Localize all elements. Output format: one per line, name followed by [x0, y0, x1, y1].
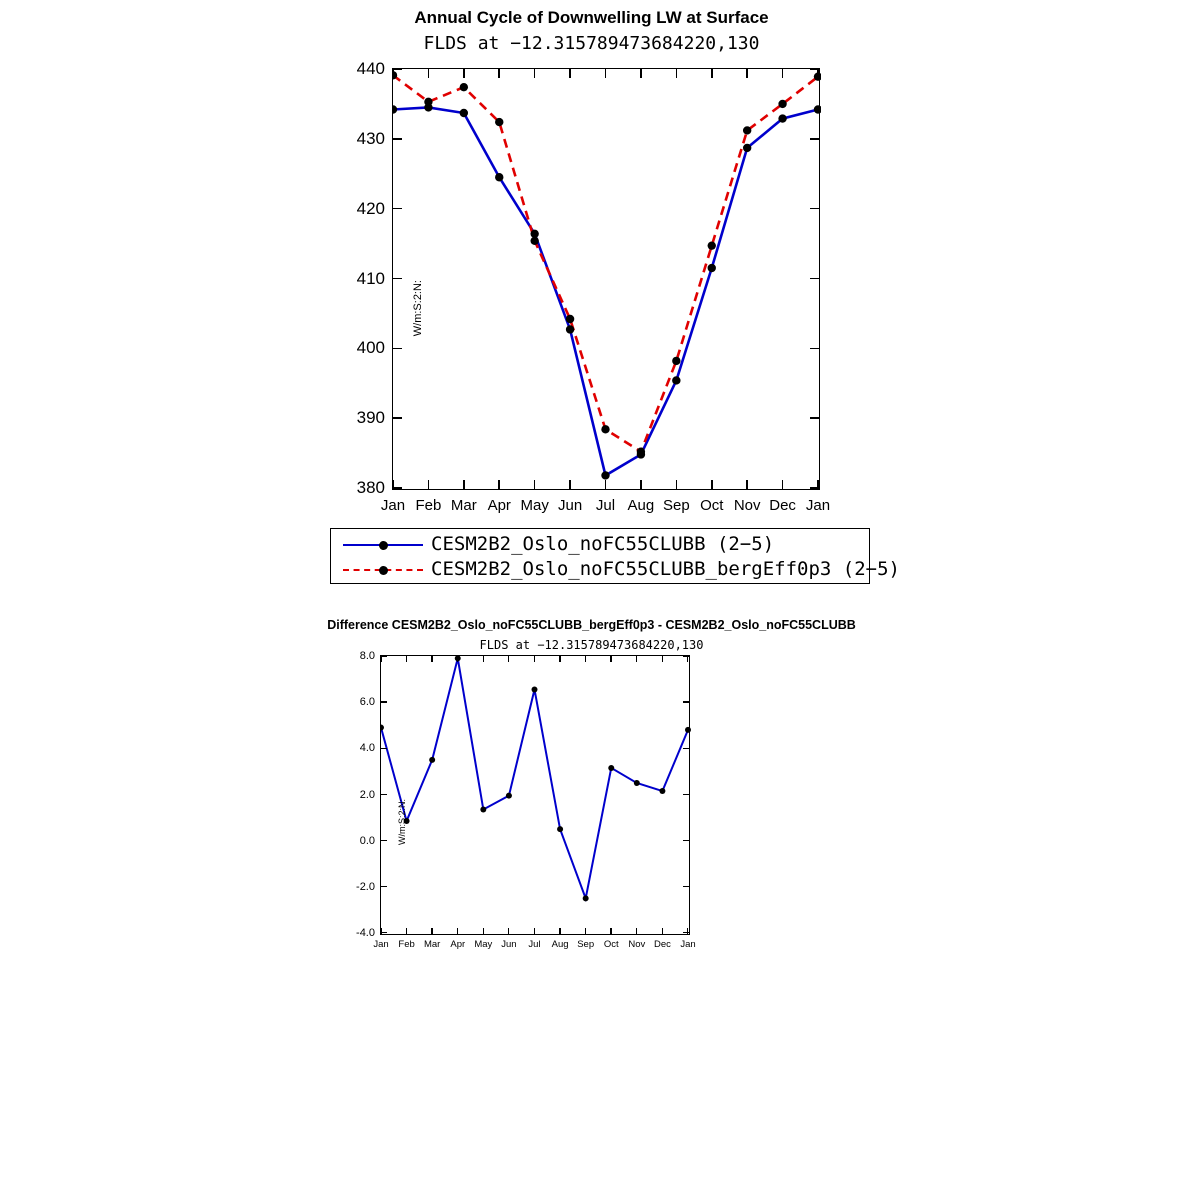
difference-chart-panel: [0, 600, 1183, 1000]
data-point-marker: [424, 98, 432, 106]
y-axis-tick: [810, 278, 819, 280]
x-axis-tick: [569, 480, 571, 489]
x-axis-tick: [498, 69, 500, 78]
y-axis-tick: [810, 417, 819, 419]
legend-marker-icon: [379, 566, 388, 575]
x-axis-tick: [534, 480, 536, 489]
x-axis-tick: [605, 69, 607, 78]
series-line: [393, 75, 818, 451]
x-axis-tick: [483, 656, 484, 662]
difference-chart-subtitle: FLDS at −12.315789473684220,130: [479, 638, 704, 652]
x-axis-tick-label: Dec: [769, 497, 796, 514]
data-point-marker: [608, 765, 614, 771]
page-title: Annual Cycle of Downwelling LW at Surface: [414, 8, 769, 27]
x-axis-tick: [746, 69, 748, 78]
data-point-marker: [583, 895, 589, 901]
x-axis-tick: [662, 928, 663, 934]
x-axis-tick-label: Jan: [805, 497, 831, 514]
x-axis-tick: [817, 480, 819, 489]
data-point-marker: [659, 788, 665, 794]
y-axis-tick: [393, 208, 402, 210]
data-point-marker: [381, 725, 384, 731]
y-axis-tick: [381, 794, 387, 795]
x-axis-tick: [534, 928, 535, 934]
x-axis-tick-label: Jul: [595, 497, 616, 514]
y-axis-tick: [393, 348, 402, 350]
x-axis-tick-label: Mar: [450, 497, 477, 514]
data-point-marker: [743, 144, 751, 152]
x-axis-tick: [380, 928, 381, 934]
x-axis-tick: [428, 69, 430, 78]
x-axis-tick-label: Jan: [373, 939, 389, 950]
data-point-marker: [634, 780, 640, 786]
data-point-marker: [672, 357, 680, 365]
y-axis-tick-label: 0.0: [359, 834, 375, 847]
x-axis-tick: [569, 69, 571, 78]
top-plot-area: [356, 59, 831, 514]
y-axis-tick: [810, 348, 819, 350]
x-axis-tick: [640, 69, 642, 78]
y-axis-tick-label: 6.0: [359, 696, 375, 709]
legend: [330, 528, 900, 584]
x-axis-tick-label: Jan: [380, 497, 406, 514]
x-axis-tick-label: Nov: [628, 939, 646, 950]
y-axis-tick-label: 2.0: [359, 788, 375, 801]
x-axis-tick: [636, 928, 637, 934]
y-axis-tick: [393, 487, 402, 489]
data-point-marker: [566, 325, 574, 333]
x-axis-tick-label: Mar: [423, 939, 441, 950]
y-axis-tick: [393, 278, 402, 280]
x-axis-tick: [406, 656, 407, 662]
y-axis-tick-label: 390: [356, 408, 385, 428]
data-point-marker: [495, 173, 503, 181]
x-axis-tick: [392, 480, 394, 489]
x-axis-tick: [782, 480, 784, 489]
x-axis-tick: [640, 480, 642, 489]
x-axis-tick-label: Sep: [662, 497, 690, 514]
data-point-marker: [506, 793, 512, 799]
x-axis-tick: [746, 480, 748, 489]
x-axis-tick: [508, 656, 509, 662]
x-axis-tick: [711, 480, 713, 489]
y-axis-tick-label: 400: [356, 338, 385, 358]
data-point-marker: [778, 100, 786, 108]
data-point-marker: [778, 114, 786, 122]
y-axis-tick: [381, 932, 387, 933]
x-axis-tick-label: Feb: [398, 939, 415, 950]
x-axis-tick-label: May: [474, 939, 493, 950]
x-axis-tick: [817, 69, 819, 78]
difference-chart-svg: [381, 656, 691, 936]
y-axis-tick: [810, 208, 819, 210]
x-axis-tick-label: Jan: [680, 939, 696, 950]
data-point-marker: [557, 826, 563, 832]
x-axis-tick: [534, 656, 535, 662]
x-axis-tick: [585, 656, 586, 662]
top-chart-svg: [393, 69, 821, 491]
x-axis-tick-label: Aug: [627, 497, 655, 514]
x-axis-tick: [463, 69, 465, 78]
x-axis-tick-label: Oct: [700, 497, 724, 514]
x-axis-tick: [676, 69, 678, 78]
x-axis-tick: [431, 656, 432, 662]
x-axis-tick: [534, 69, 536, 78]
x-axis-tick-label: Dec: [653, 939, 671, 950]
x-axis-tick-label: Jun: [501, 939, 517, 950]
data-point-marker: [601, 471, 609, 479]
x-axis-tick-label: Sep: [577, 939, 595, 950]
x-axis-tick: [508, 928, 509, 934]
data-point-marker: [708, 241, 716, 249]
x-axis-tick: [559, 656, 560, 662]
data-point-marker: [743, 126, 751, 134]
y-axis-tick: [381, 701, 387, 702]
x-axis-tick-label: Nov: [733, 497, 761, 514]
data-point-marker: [672, 376, 680, 384]
x-axis-tick-label: Jun: [557, 497, 583, 514]
data-point-marker: [393, 105, 397, 113]
y-axis-tick-label: 4.0: [359, 742, 375, 755]
x-axis-tick: [483, 928, 484, 934]
series-line: [381, 658, 688, 898]
data-point-marker: [460, 109, 468, 117]
legend-marker-icon: [379, 541, 388, 550]
y-axis-tick-label: -4.0: [356, 927, 375, 939]
x-axis-tick-label: Jul: [528, 939, 541, 950]
difference-plot-area: [356, 650, 696, 950]
y-axis-tick: [393, 417, 402, 419]
x-axis-tick-label: Oct: [603, 939, 619, 950]
y-axis-tick: [381, 886, 387, 887]
x-axis-tick: [687, 656, 688, 662]
y-axis-tick: [381, 655, 387, 656]
y-axis-tick: [683, 748, 689, 749]
y-axis-tick: [683, 840, 689, 841]
x-axis-tick: [457, 656, 458, 662]
data-point-marker: [495, 118, 503, 126]
y-axis-tick-label: 8.0: [359, 650, 375, 662]
data-point-marker: [530, 237, 538, 245]
x-axis-tick: [662, 656, 663, 662]
data-point-marker: [480, 807, 486, 813]
difference-y-axis-label: W/m:S:2:N:: [397, 799, 408, 846]
x-axis-tick-label: Feb: [415, 497, 442, 514]
x-axis-tick: [380, 656, 381, 662]
x-axis-tick: [676, 480, 678, 489]
x-axis-tick: [782, 69, 784, 78]
y-axis-tick: [393, 138, 402, 140]
x-axis-tick-label: May: [520, 497, 549, 514]
y-axis-tick: [683, 701, 689, 702]
x-axis-tick: [428, 480, 430, 489]
x-axis-tick: [636, 656, 637, 662]
y-axis-tick: [381, 840, 387, 841]
x-axis-tick-label: Aug: [551, 939, 569, 950]
legend-swatch-1: [343, 556, 423, 584]
y-axis-tick-label: 380: [356, 478, 385, 497]
y-axis-tick-label: 430: [356, 128, 385, 148]
data-point-marker: [566, 315, 574, 323]
data-point-marker: [708, 264, 716, 272]
data-point-marker: [814, 105, 821, 113]
data-point-marker: [685, 727, 691, 733]
x-axis-tick: [711, 69, 713, 78]
data-point-marker: [460, 83, 468, 91]
y-axis-tick-label: -2.0: [356, 880, 375, 893]
x-axis-tick: [392, 69, 394, 78]
series-line: [393, 107, 818, 475]
y-axis-tick: [393, 68, 402, 70]
x-axis-tick: [431, 928, 432, 934]
x-axis-tick-label: Apr: [487, 497, 511, 514]
legend-entry-0: [331, 531, 869, 559]
y-axis-tick-label: 410: [356, 268, 385, 288]
legend-label-0: CESM2B2_Oslo_noFC55CLUBB (2−5): [431, 533, 775, 555]
legend-swatch-0: [343, 531, 423, 559]
y-axis-tick: [683, 886, 689, 887]
legend-label-1: CESM2B2_Oslo_noFC55CLUBB_bergEff0p3 (2−5): [431, 558, 900, 580]
y-axis-tick: [683, 794, 689, 795]
difference-chart-title: Difference CESM2B2_Oslo_noFC55CLUBB_bergEff0p3 - CESM2B2_Oslo_noFC55CLUBB: [327, 618, 856, 632]
y-axis-tick-label: 440: [356, 59, 385, 78]
x-axis-tick: [498, 480, 500, 489]
data-point-marker: [429, 757, 435, 763]
x-axis-tick: [559, 928, 560, 934]
x-axis-tick: [610, 656, 611, 662]
y-axis-tick-label: 420: [356, 198, 385, 218]
x-axis-tick: [610, 928, 611, 934]
x-axis-tick: [585, 928, 586, 934]
x-axis-tick-label: Apr: [450, 939, 466, 950]
x-axis-tick: [605, 480, 607, 489]
x-axis-tick: [457, 928, 458, 934]
x-axis-tick: [463, 480, 465, 489]
legend-entry-1: [331, 556, 900, 584]
top-y-axis-label: W/m:S:2:N:: [412, 280, 425, 337]
data-point-marker: [532, 686, 538, 692]
x-axis-tick: [406, 928, 407, 934]
y-axis-tick: [810, 138, 819, 140]
x-axis-tick: [687, 928, 688, 934]
y-axis-tick: [381, 748, 387, 749]
data-point-marker: [601, 425, 609, 433]
top-chart-subtitle: FLDS at −12.315789473684220,130: [423, 33, 760, 54]
data-point-marker: [637, 447, 645, 455]
